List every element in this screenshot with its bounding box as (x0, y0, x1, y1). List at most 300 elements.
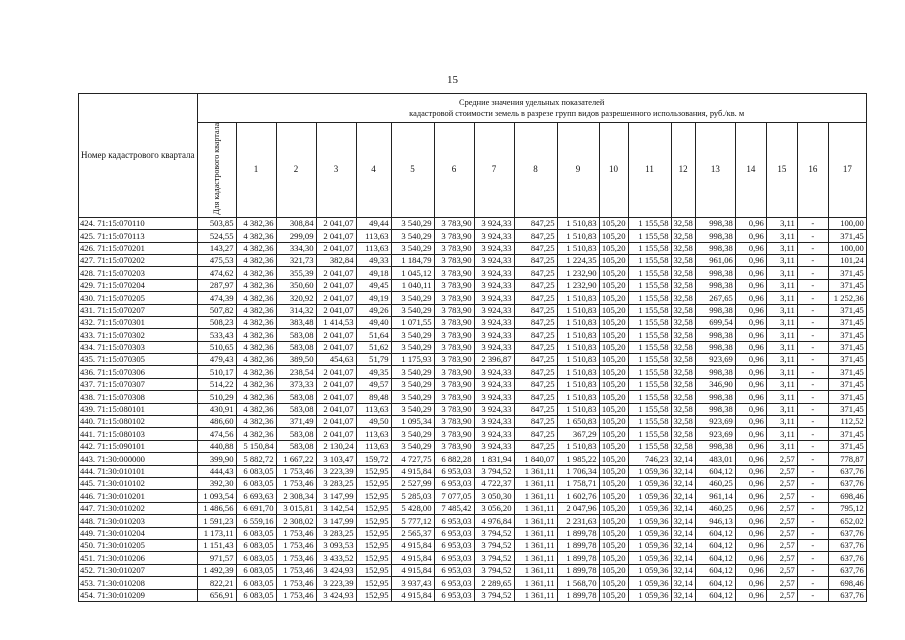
value-cell: 1 173,11 (197, 527, 236, 539)
value-cell: 1 510,83 (557, 329, 599, 341)
value-cell: 656,91 (197, 589, 236, 601)
value-cell: - (797, 416, 828, 428)
value-cell: 1 899,78 (557, 589, 599, 601)
value-cell: 5 428,00 (391, 502, 434, 514)
value-cell: 2,57 (766, 477, 797, 489)
value-cell: 847,25 (514, 292, 557, 304)
value-cell: 32,58 (671, 341, 695, 353)
value-cell: 152,95 (356, 539, 391, 551)
value-cell: 998,38 (695, 242, 735, 254)
value-cell: 0,96 (735, 564, 766, 576)
value-cell: 0,96 (735, 453, 766, 465)
value-cell: 32,58 (671, 354, 695, 366)
value-cell: 3 424,93 (316, 564, 356, 576)
value-cell: 0,96 (735, 490, 766, 502)
value-cell: - (797, 378, 828, 390)
value-cell: 0,96 (735, 366, 766, 378)
value-cell: 0,96 (735, 242, 766, 254)
value-cell: 2 041,07 (316, 366, 356, 378)
value-cell: 3,11 (766, 341, 797, 353)
value-cell: 1 361,11 (514, 589, 557, 601)
value-cell: 1 753,46 (276, 564, 316, 576)
value-cell: 1 414,53 (316, 316, 356, 328)
value-cell: 105,20 (599, 354, 628, 366)
value-cell: 6 083,05 (236, 465, 276, 477)
value-cell: 4 382,36 (236, 254, 276, 266)
value-cell: 822,21 (197, 577, 236, 589)
value-cell: 2,57 (766, 589, 797, 601)
value-cell: 3 924,33 (474, 254, 514, 266)
value-cell: 3 924,33 (474, 217, 514, 229)
cadastral-quarter-cell: 445. 71:30:010102 (79, 477, 198, 489)
value-cell: 1 840,07 (514, 453, 557, 465)
value-cell: 946,13 (695, 515, 735, 527)
value-cell: 961,06 (695, 254, 735, 266)
header-group-7: 7 (474, 123, 514, 218)
value-cell: 308,84 (276, 217, 316, 229)
value-cell: 2 041,07 (316, 292, 356, 304)
value-cell: 32,14 (671, 564, 695, 576)
header-group-4: 4 (356, 123, 391, 218)
value-cell: 32,58 (671, 254, 695, 266)
value-cell: 152,95 (356, 552, 391, 564)
cadastral-quarter-cell: 432. 71:15:070301 (79, 316, 198, 328)
cadastral-quarter-cell: 434. 71:15:070303 (79, 341, 198, 353)
value-cell: 430,91 (197, 403, 236, 415)
value-cell: 510,29 (197, 391, 236, 403)
value-cell: 998,38 (695, 217, 735, 229)
value-cell: 4 915,84 (391, 589, 434, 601)
value-cell: 847,25 (514, 366, 557, 378)
page-number: 15 (447, 74, 458, 86)
value-cell: 998,38 (695, 366, 735, 378)
value-cell: 1 151,43 (197, 539, 236, 551)
value-cell: 334,30 (276, 242, 316, 254)
table-row (79, 477, 867, 489)
value-cell: 479,43 (197, 354, 236, 366)
value-cell: 113,63 (356, 403, 391, 415)
value-cell: 32,58 (671, 366, 695, 378)
value-cell: 1 361,11 (514, 502, 557, 514)
value-cell: 0,96 (735, 304, 766, 316)
value-cell: 152,95 (356, 515, 391, 527)
value-cell: 3 050,30 (474, 490, 514, 502)
value-cell: 105,20 (599, 552, 628, 564)
value-cell: 3 794,52 (474, 589, 514, 601)
value-cell: 2 041,07 (316, 416, 356, 428)
value-cell: 2 047,96 (557, 502, 599, 514)
cadastral-quarter-cell: 433. 71:15:070302 (79, 329, 198, 341)
value-cell: 3 540,29 (391, 304, 434, 316)
value-cell: 105,20 (599, 527, 628, 539)
header-group-12: 12 (671, 123, 695, 218)
value-cell: 847,25 (514, 254, 557, 266)
value-cell: 1 831,94 (474, 453, 514, 465)
value-cell: 1 155,58 (628, 378, 671, 390)
value-cell: 3 924,33 (474, 416, 514, 428)
value-cell: 32,58 (671, 316, 695, 328)
header-caption (197, 94, 866, 123)
value-cell: 847,25 (514, 403, 557, 415)
value-cell: 1 155,58 (628, 403, 671, 415)
value-cell: 4 382,36 (236, 416, 276, 428)
table-row (79, 564, 867, 576)
value-cell: 113,63 (356, 428, 391, 440)
value-cell: - (797, 217, 828, 229)
value-cell: 698,46 (828, 577, 866, 589)
value-cell: 0,96 (735, 589, 766, 601)
value-cell: 1 155,58 (628, 440, 671, 452)
value-cell: 371,45 (828, 440, 866, 452)
value-cell: 6 953,03 (434, 477, 474, 489)
table-row (79, 230, 867, 242)
value-cell: 105,20 (599, 564, 628, 576)
value-cell: 105,20 (599, 539, 628, 551)
value-cell: 4 382,36 (236, 279, 276, 291)
value-cell: 1 155,58 (628, 292, 671, 304)
cadastral-quarter-cell: 452. 71:30:010207 (79, 564, 198, 576)
value-cell: 0,96 (735, 577, 766, 589)
value-cell: 0,96 (735, 527, 766, 539)
value-cell: 105,20 (599, 254, 628, 266)
value-cell: 6 953,03 (434, 465, 474, 477)
value-cell: 4 727,75 (391, 453, 434, 465)
value-cell: - (797, 490, 828, 502)
value-cell: 105,20 (599, 378, 628, 390)
value-cell: 3 794,52 (474, 527, 514, 539)
value-cell: 143,27 (197, 242, 236, 254)
table-row (79, 527, 867, 539)
value-cell: 1 155,58 (628, 242, 671, 254)
value-cell: 3 015,81 (276, 502, 316, 514)
value-cell: 0,96 (735, 502, 766, 514)
value-cell: 698,46 (828, 490, 866, 502)
value-cell: 2 041,07 (316, 267, 356, 279)
value-cell: 474,39 (197, 292, 236, 304)
value-cell: 4 382,36 (236, 329, 276, 341)
value-cell: 3,11 (766, 416, 797, 428)
value-cell: 1 510,83 (557, 292, 599, 304)
value-cell: 2 041,07 (316, 329, 356, 341)
value-cell: 1 155,58 (628, 366, 671, 378)
value-cell: 389,50 (276, 354, 316, 366)
value-cell: 2 041,07 (316, 341, 356, 353)
value-cell: 604,12 (695, 564, 735, 576)
value-cell: 32,14 (671, 465, 695, 477)
value-cell: 371,45 (828, 304, 866, 316)
header-for-quarter-label: Для кадастрового квартала (212, 123, 221, 215)
value-cell: 847,25 (514, 316, 557, 328)
value-cell: 373,33 (276, 378, 316, 390)
value-cell: - (797, 254, 828, 266)
value-cell: - (797, 304, 828, 316)
value-cell: - (797, 428, 828, 440)
value-cell: 32,14 (671, 527, 695, 539)
value-cell: 1 155,58 (628, 267, 671, 279)
value-cell: 1 095,34 (391, 416, 434, 428)
value-cell: 3 783,90 (434, 416, 474, 428)
value-cell: 1 155,58 (628, 279, 671, 291)
value-cell: 371,45 (828, 391, 866, 403)
value-cell: 0,96 (735, 329, 766, 341)
value-cell: 3 924,33 (474, 440, 514, 452)
table-row (79, 378, 867, 390)
value-cell: 514,22 (197, 378, 236, 390)
value-cell: 113,63 (356, 230, 391, 242)
value-cell: 1 510,83 (557, 217, 599, 229)
value-cell: 583,08 (276, 329, 316, 341)
value-cell: 1 155,58 (628, 230, 671, 242)
value-cell: 637,76 (828, 539, 866, 551)
table-row (79, 242, 867, 254)
cadastral-quarter-cell: 425. 71:15:070113 (79, 230, 198, 242)
value-cell: 152,95 (356, 577, 391, 589)
value-cell: 5 285,03 (391, 490, 434, 502)
value-cell: 847,25 (514, 354, 557, 366)
value-cell: 2 041,07 (316, 217, 356, 229)
value-cell: 1 059,36 (628, 589, 671, 601)
value-cell: 503,85 (197, 217, 236, 229)
value-cell: 3 924,33 (474, 279, 514, 291)
value-cell: 583,08 (276, 428, 316, 440)
value-cell: 355,39 (276, 267, 316, 279)
value-cell: 510,65 (197, 341, 236, 353)
header-group-8: 8 (514, 123, 557, 218)
value-cell: 6 691,70 (236, 502, 276, 514)
value-cell: - (797, 477, 828, 489)
value-cell: 847,25 (514, 378, 557, 390)
value-cell: 0,96 (735, 391, 766, 403)
value-cell: 1 758,71 (557, 477, 599, 489)
value-cell: 113,63 (356, 440, 391, 452)
value-cell: 3 924,33 (474, 230, 514, 242)
value-cell: 1 155,58 (628, 341, 671, 353)
value-cell: 32,58 (671, 403, 695, 415)
value-cell: 1 045,12 (391, 267, 434, 279)
value-cell: 1 510,83 (557, 316, 599, 328)
value-cell: 1 492,39 (197, 564, 236, 576)
value-cell: 105,20 (599, 577, 628, 589)
value-cell: 105,20 (599, 515, 628, 527)
value-cell: 998,38 (695, 279, 735, 291)
value-cell: 6 953,03 (434, 552, 474, 564)
value-cell: 3,11 (766, 378, 797, 390)
value-cell: 105,20 (599, 589, 628, 601)
value-cell: 4 382,36 (236, 292, 276, 304)
value-cell: 3 794,52 (474, 564, 514, 576)
value-cell: 3 783,90 (434, 329, 474, 341)
value-cell: 746,23 (628, 453, 671, 465)
value-cell: 105,20 (599, 465, 628, 477)
value-cell: 105,20 (599, 440, 628, 452)
value-cell: - (797, 577, 828, 589)
value-cell: 3 540,29 (391, 391, 434, 403)
table-row (79, 490, 867, 502)
value-cell: 2 289,65 (474, 577, 514, 589)
value-cell: - (797, 502, 828, 514)
value-cell: 105,20 (599, 403, 628, 415)
value-cell: 1 361,11 (514, 490, 557, 502)
value-cell: 3,11 (766, 242, 797, 254)
value-cell: 3 283,25 (316, 527, 356, 539)
value-cell: 1 706,34 (557, 465, 599, 477)
value-cell: 392,30 (197, 477, 236, 489)
value-cell: 32,14 (671, 552, 695, 564)
value-cell: 0,96 (735, 230, 766, 242)
value-cell: 3,11 (766, 254, 797, 266)
header-caption-line2: кадастровой стоимости земель в разрезе групп видов разрешенного использования, руб./кв. м (409, 109, 745, 118)
value-cell: 0,96 (735, 267, 766, 279)
value-cell: 2 130,24 (316, 440, 356, 452)
value-cell: 847,25 (514, 242, 557, 254)
value-cell: 3 783,90 (434, 230, 474, 242)
value-cell: 49,57 (356, 378, 391, 390)
value-cell: 1 232,90 (557, 267, 599, 279)
value-cell: 4 915,84 (391, 552, 434, 564)
value-cell: 6 083,05 (236, 477, 276, 489)
value-cell: 3,11 (766, 279, 797, 291)
value-cell: 1 667,22 (276, 453, 316, 465)
value-cell: - (797, 329, 828, 341)
value-cell: 101,24 (828, 254, 866, 266)
value-cell: 1 059,36 (628, 564, 671, 576)
value-cell: 6 953,03 (434, 577, 474, 589)
value-cell: 1 899,78 (557, 552, 599, 564)
value-cell: 3 924,33 (474, 292, 514, 304)
value-cell: 51,79 (356, 354, 391, 366)
value-cell: 2,57 (766, 453, 797, 465)
value-cell: 3 783,90 (434, 440, 474, 452)
value-cell: 923,69 (695, 416, 735, 428)
value-cell: 32,58 (671, 329, 695, 341)
value-cell: 1 753,46 (276, 527, 316, 539)
value-cell: 604,12 (695, 465, 735, 477)
value-cell: 604,12 (695, 539, 735, 551)
value-cell: 32,58 (671, 416, 695, 428)
value-cell: 105,20 (599, 217, 628, 229)
value-cell: 3 924,33 (474, 366, 514, 378)
value-cell: 847,25 (514, 416, 557, 428)
value-cell: 287,97 (197, 279, 236, 291)
value-cell: 1 602,76 (557, 490, 599, 502)
header-group-numbers (79, 123, 867, 218)
header-group-16: 16 (797, 123, 828, 218)
value-cell: 371,45 (828, 403, 866, 415)
value-cell: 1 252,36 (828, 292, 866, 304)
table-row (79, 217, 867, 229)
value-cell: - (797, 230, 828, 242)
cadastral-quarter-cell: 448. 71:30:010203 (79, 515, 198, 527)
value-cell: 2 041,07 (316, 304, 356, 316)
value-cell: 32,58 (671, 292, 695, 304)
value-cell: 652,02 (828, 515, 866, 527)
value-cell: 3,11 (766, 304, 797, 316)
value-cell: - (797, 539, 828, 551)
value-cell: 105,20 (599, 391, 628, 403)
value-cell: 2 041,07 (316, 279, 356, 291)
value-cell: 383,48 (276, 316, 316, 328)
value-cell: 1 155,58 (628, 304, 671, 316)
value-cell: 1 093,54 (197, 490, 236, 502)
value-cell: 4 382,36 (236, 378, 276, 390)
value-cell: 998,38 (695, 304, 735, 316)
value-cell: 2 565,37 (391, 527, 434, 539)
value-cell: 346,90 (695, 378, 735, 390)
value-cell: 5 150,84 (236, 440, 276, 452)
value-cell: 847,25 (514, 304, 557, 316)
value-cell: - (797, 552, 828, 564)
value-cell: 105,20 (599, 366, 628, 378)
value-cell: 6 953,03 (434, 564, 474, 576)
value-cell: 604,12 (695, 552, 735, 564)
table-row (79, 502, 867, 514)
value-cell: 2 231,63 (557, 515, 599, 527)
value-cell: 3 937,43 (391, 577, 434, 589)
value-cell: 5 882,72 (236, 453, 276, 465)
value-cell: 3 783,90 (434, 279, 474, 291)
value-cell: 3 783,90 (434, 292, 474, 304)
value-cell: 1 155,58 (628, 354, 671, 366)
value-cell: 49,40 (356, 316, 391, 328)
value-cell: 371,45 (828, 329, 866, 341)
value-cell: 1 650,83 (557, 416, 599, 428)
value-cell: 1 486,56 (197, 502, 236, 514)
cadastral-quarter-cell: 424. 71:15:070110 (79, 217, 198, 229)
value-cell: 299,09 (276, 230, 316, 242)
value-cell: 49,35 (356, 366, 391, 378)
value-cell: 382,84 (316, 254, 356, 266)
value-cell: 1 753,46 (276, 465, 316, 477)
value-cell: 32,58 (671, 267, 695, 279)
value-cell: 3 783,90 (434, 378, 474, 390)
value-cell: 1 224,35 (557, 254, 599, 266)
value-cell: 1 985,22 (557, 453, 599, 465)
value-cell: 1 899,78 (557, 539, 599, 551)
value-cell: 6 953,03 (434, 589, 474, 601)
value-cell: - (797, 366, 828, 378)
cadastral-quarter-cell: 431. 71:15:070207 (79, 304, 198, 316)
value-cell: 1 753,46 (276, 552, 316, 564)
value-cell: 152,95 (356, 465, 391, 477)
value-cell: 699,54 (695, 316, 735, 328)
value-cell: 0,96 (735, 440, 766, 452)
value-cell: - (797, 242, 828, 254)
value-cell: 7 485,42 (434, 502, 474, 514)
value-cell: 637,76 (828, 589, 866, 601)
value-cell: 371,45 (828, 316, 866, 328)
value-cell: 1 059,36 (628, 552, 671, 564)
value-cell: 350,60 (276, 279, 316, 291)
value-cell: 4 382,36 (236, 403, 276, 415)
table-row (79, 577, 867, 589)
value-cell: 1 059,36 (628, 527, 671, 539)
table-row (79, 279, 867, 291)
value-cell: 533,43 (197, 329, 236, 341)
value-cell: 1 059,36 (628, 490, 671, 502)
value-cell: 3,11 (766, 316, 797, 328)
value-cell: 3 924,33 (474, 242, 514, 254)
value-cell: - (797, 403, 828, 415)
value-cell: - (797, 440, 828, 452)
value-cell: 4 382,36 (236, 230, 276, 242)
value-cell: 6 559,16 (236, 515, 276, 527)
value-cell: 3 924,33 (474, 403, 514, 415)
value-cell: - (797, 341, 828, 353)
value-cell: 100,00 (828, 217, 866, 229)
value-cell: 113,63 (356, 242, 391, 254)
value-cell: 2 308,34 (276, 490, 316, 502)
value-cell: 320,92 (276, 292, 316, 304)
